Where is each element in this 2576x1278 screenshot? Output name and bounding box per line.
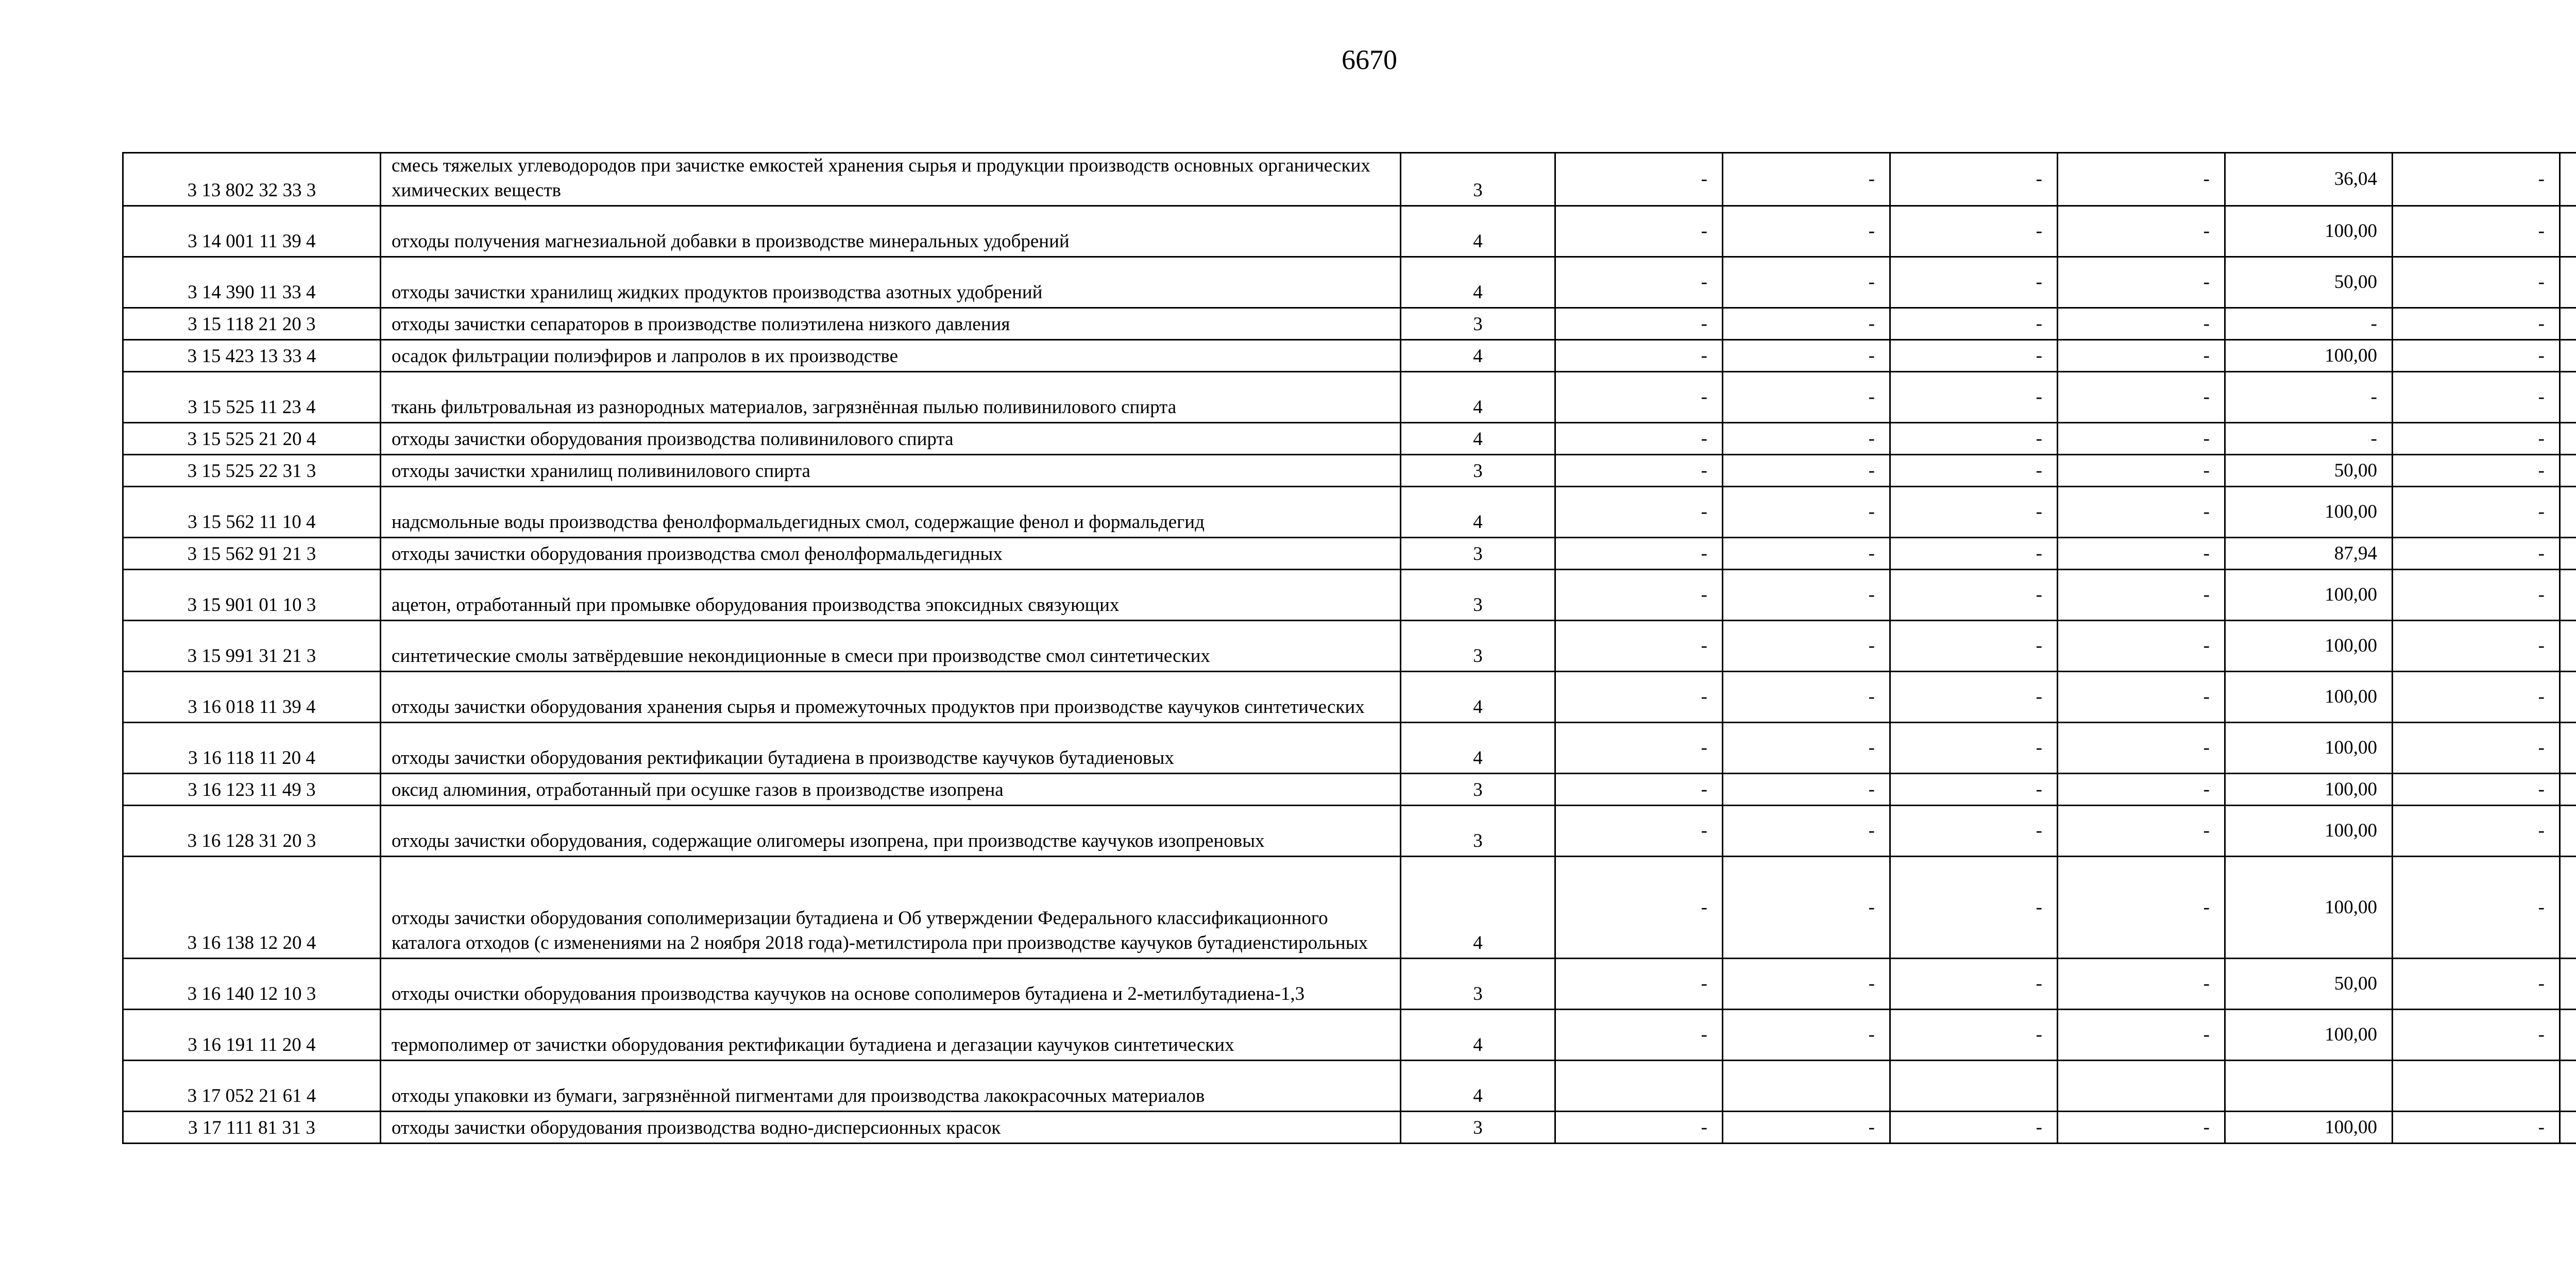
- waste-code-cell: 3 15 525 22 31 3: [123, 455, 381, 487]
- hazard-class-cell: 3: [1401, 959, 1555, 1010]
- value-cell: -: [1555, 153, 1723, 206]
- value-cell: -: [1890, 340, 2058, 372]
- waste-code-cell: 3 15 562 11 10 4: [123, 487, 381, 538]
- value-cell: 100,00: [2225, 806, 2393, 857]
- value-cell: -: [1723, 570, 1890, 621]
- value-cell: -: [2393, 206, 2560, 257]
- table-row: [123, 423, 2576, 455]
- value-cell: -: [1890, 372, 2058, 423]
- value-cell: -: [1890, 423, 2058, 455]
- waste-code-cell: 3 15 423 13 33 4: [123, 340, 381, 372]
- value-cell: -: [2058, 1010, 2225, 1061]
- waste-name-cell: осадок фильтрации полиэфиров и лапролов в их производстве: [381, 340, 1401, 372]
- value-cell: -: [2058, 1112, 2225, 1144]
- value-cell: -: [1723, 1112, 1890, 1144]
- waste-name-cell: отходы зачистки хранилищ жидких продуктов производства азотных удобрений: [381, 257, 1401, 308]
- table-row: [123, 857, 2576, 959]
- value-cell: -: [1890, 1112, 2058, 1144]
- table-row: [123, 723, 2576, 774]
- table-row: [123, 340, 2576, 372]
- value-cell: [2560, 857, 2576, 959]
- value-cell: -: [2393, 455, 2560, 487]
- waste-code-cell: 3 16 138 12 20 4: [123, 857, 381, 959]
- waste-name-cell: надсмольные воды производства фенолформальдегидных смол, содержащие фенол и формальдегид: [381, 487, 1401, 538]
- waste-name-cell: отходы получения магнезиальной добавки в производстве минеральных удобрений: [381, 206, 1401, 257]
- waste-code-cell: 3 15 525 11 23 4: [123, 372, 381, 423]
- value-cell: -: [1555, 423, 1723, 455]
- waste-name-cell: синтетические смолы затвёрдевшие некондиционные в смеси при производстве смол синтетических: [381, 621, 1401, 672]
- hazard-class-cell: 4: [1401, 257, 1555, 308]
- waste-code-cell: 3 16 118 11 20 4: [123, 723, 381, 774]
- value-cell: -: [1723, 308, 1890, 340]
- table-row: [123, 206, 2576, 257]
- waste-code-cell: 3 16 140 12 10 3: [123, 959, 381, 1010]
- value-cell: -: [2393, 487, 2560, 538]
- hazard-class-cell: 3: [1401, 538, 1555, 570]
- value-cell: [2560, 206, 2576, 257]
- waste-name-cell: отходы зачистки хранилищ поливинилового спирта: [381, 455, 1401, 487]
- waste-code-cell: 3 16 123 11 49 3: [123, 774, 381, 806]
- value-cell: -: [1890, 621, 2058, 672]
- value-cell: -: [1555, 621, 1723, 672]
- value-cell: -: [2393, 340, 2560, 372]
- value-cell: [2560, 1010, 2576, 1061]
- value-cell: -: [2393, 1112, 2560, 1144]
- value-cell: [2225, 1061, 2393, 1112]
- value-cell: 100,00: [2225, 206, 2393, 257]
- table-row: [123, 621, 2576, 672]
- hazard-class-cell: 4: [1401, 423, 1555, 455]
- value-cell: [2560, 621, 2576, 672]
- waste-code-cell: 3 15 118 21 20 3: [123, 308, 381, 340]
- value-cell: -: [1555, 308, 1723, 340]
- value-cell: 100,00: [2225, 774, 2393, 806]
- value-cell: -: [2393, 723, 2560, 774]
- value-cell: 100,00: [2225, 621, 2393, 672]
- hazard-class-cell: 4: [1401, 206, 1555, 257]
- waste-code-cell: 3 16 191 11 20 4: [123, 1010, 381, 1061]
- waste-code-cell: 3 15 525 21 20 4: [123, 423, 381, 455]
- value-cell: -: [1723, 206, 1890, 257]
- value-cell: -: [1723, 372, 1890, 423]
- hazard-class-cell: 4: [1401, 372, 1555, 423]
- waste-code-cell: 3 16 018 11 39 4: [123, 672, 381, 723]
- value-cell: -: [1890, 153, 2058, 206]
- value-cell: -: [1723, 857, 1890, 959]
- value-cell: 50,00: [2225, 257, 2393, 308]
- value-cell: -: [2058, 538, 2225, 570]
- value-cell: -: [1723, 455, 1890, 487]
- value-cell: -: [2058, 257, 2225, 308]
- value-cell: -: [1555, 1010, 1723, 1061]
- waste-name-cell: смесь тяжелых углеводородов при зачистке емкостей хранения сырья и продукции производств основных органических химических веществ: [381, 153, 1401, 206]
- waste-code-cell: 3 14 390 11 33 4: [123, 257, 381, 308]
- waste-name-cell: отходы зачистки оборудования производства водно-дисперсионных красок: [381, 1112, 1401, 1144]
- waste-code-cell: 3 17 052 21 61 4: [123, 1061, 381, 1112]
- value-cell: 100,00: [2225, 723, 2393, 774]
- hazard-class-cell: 4: [1401, 1010, 1555, 1061]
- waste-code-cell: 3 16 128 31 20 3: [123, 806, 381, 857]
- value-cell: -: [1890, 487, 2058, 538]
- value-cell: -: [1555, 723, 1723, 774]
- table-row: [123, 570, 2576, 621]
- table-row: [123, 455, 2576, 487]
- value-cell: -: [2058, 806, 2225, 857]
- value-cell: [1555, 1061, 1723, 1112]
- value-cell: -: [1723, 774, 1890, 806]
- value-cell: -: [1723, 1010, 1890, 1061]
- hazard-class-cell: 3: [1401, 570, 1555, 621]
- value-cell: -: [2058, 487, 2225, 538]
- value-cell: [2560, 1061, 2576, 1112]
- value-cell: -: [2058, 372, 2225, 423]
- value-cell: -: [2393, 1010, 2560, 1061]
- value-cell: -: [1555, 538, 1723, 570]
- value-cell: -: [2393, 153, 2560, 206]
- value-cell: -: [2225, 423, 2393, 455]
- value-cell: 36,04: [2225, 153, 2393, 206]
- value-cell: -: [1555, 672, 1723, 723]
- value-cell: [2393, 1061, 2560, 1112]
- value-cell: -: [1555, 1112, 1723, 1144]
- value-cell: [2560, 806, 2576, 857]
- value-cell: -: [2393, 806, 2560, 857]
- value-cell: -: [2058, 857, 2225, 959]
- value-cell: [2560, 570, 2576, 621]
- hazard-class-cell: 3: [1401, 455, 1555, 487]
- table-row: [123, 487, 2576, 538]
- waste-name-cell: отходы зачистки оборудования, содержащие олигомеры изопрена, при производстве каучуков изопреновых: [381, 806, 1401, 857]
- value-cell: [2560, 308, 2576, 340]
- value-cell: [1890, 1061, 2058, 1112]
- value-cell: -: [2058, 153, 2225, 206]
- value-cell: -: [1890, 570, 2058, 621]
- value-cell: -: [1890, 1010, 2058, 1061]
- hazard-class-cell: 4: [1401, 672, 1555, 723]
- table-row: [123, 1112, 2576, 1144]
- value-cell: [2560, 153, 2576, 206]
- value-cell: -: [2393, 308, 2560, 340]
- value-cell: -: [1723, 672, 1890, 723]
- value-cell: -: [1555, 455, 1723, 487]
- value-cell: -: [2393, 621, 2560, 672]
- value-cell: [2058, 1061, 2225, 1112]
- value-cell: -: [2058, 423, 2225, 455]
- value-cell: 100,00: [2225, 570, 2393, 621]
- value-cell: -: [2058, 308, 2225, 340]
- value-cell: -: [2058, 570, 2225, 621]
- hazard-class-cell: 3: [1401, 621, 1555, 672]
- waste-table: [122, 152, 2576, 1144]
- value-cell: -: [2393, 774, 2560, 806]
- value-cell: 50,00: [2225, 455, 2393, 487]
- value-cell: -: [1723, 538, 1890, 570]
- value-cell: [2560, 538, 2576, 570]
- hazard-class-cell: 4: [1401, 487, 1555, 538]
- value-cell: -: [1890, 257, 2058, 308]
- value-cell: -: [2393, 570, 2560, 621]
- value-cell: -: [2058, 723, 2225, 774]
- value-cell: [2560, 487, 2576, 538]
- value-cell: -: [1555, 570, 1723, 621]
- table-row: [123, 774, 2576, 806]
- table-row: [123, 372, 2576, 423]
- value-cell: -: [1555, 340, 1723, 372]
- value-cell: [1723, 1061, 1890, 1112]
- hazard-class-cell: 3: [1401, 153, 1555, 206]
- value-cell: -: [1723, 487, 1890, 538]
- value-cell: -: [1890, 723, 2058, 774]
- value-cell: -: [1723, 423, 1890, 455]
- value-cell: -: [2058, 621, 2225, 672]
- hazard-class-cell: 4: [1401, 1061, 1555, 1112]
- value-cell: [2560, 423, 2576, 455]
- value-cell: -: [2225, 308, 2393, 340]
- value-cell: 100,00: [2225, 340, 2393, 372]
- table-row: [123, 308, 2576, 340]
- waste-code-cell: 3 14 001 11 39 4: [123, 206, 381, 257]
- value-cell: [2560, 372, 2576, 423]
- table-row: [123, 672, 2576, 723]
- value-cell: -: [1555, 206, 1723, 257]
- value-cell: [2560, 455, 2576, 487]
- value-cell: 100,00: [2225, 1112, 2393, 1144]
- value-cell: -: [2058, 672, 2225, 723]
- value-cell: [2560, 959, 2576, 1010]
- value-cell: -: [1723, 806, 1890, 857]
- table-row: [123, 1010, 2576, 1061]
- value-cell: -: [2225, 372, 2393, 423]
- page-number: 6670: [1342, 44, 1397, 75]
- value-cell: -: [2393, 257, 2560, 308]
- waste-code-cell: 3 13 802 32 33 3: [123, 153, 381, 206]
- value-cell: -: [1890, 538, 2058, 570]
- value-cell: -: [2058, 774, 2225, 806]
- waste-code-cell: 3 15 562 91 21 3: [123, 538, 381, 570]
- value-cell: -: [1890, 959, 2058, 1010]
- value-cell: 50,00: [2225, 959, 2393, 1010]
- waste-name-cell: ацетон, отработанный при промывке оборудования производства эпоксидных связующих: [381, 570, 1401, 621]
- hazard-class-cell: 3: [1401, 308, 1555, 340]
- value-cell: -: [2058, 959, 2225, 1010]
- value-cell: 100,00: [2225, 1010, 2393, 1061]
- waste-name-cell: отходы зачистки оборудования производства поливинилового спирта: [381, 423, 1401, 455]
- value-cell: -: [1555, 774, 1723, 806]
- table-row: [123, 1061, 2576, 1112]
- hazard-class-cell: 4: [1401, 723, 1555, 774]
- waste-name-cell: отходы очистки оборудования производства каучуков на основе сополимеров бутадиена и 2-метилбутадиена-1,3: [381, 959, 1401, 1010]
- value-cell: 100,00: [2225, 487, 2393, 538]
- hazard-class-cell: 3: [1401, 1112, 1555, 1144]
- table-row: [123, 257, 2576, 308]
- value-cell: -: [1555, 372, 1723, 423]
- value-cell: -: [1723, 153, 1890, 206]
- value-cell: -: [2393, 672, 2560, 723]
- value-cell: -: [1555, 487, 1723, 538]
- value-cell: -: [1890, 774, 2058, 806]
- hazard-class-cell: 4: [1401, 857, 1555, 959]
- table-row: [123, 959, 2576, 1010]
- value-cell: -: [1723, 340, 1890, 372]
- value-cell: [2560, 774, 2576, 806]
- value-cell: -: [1723, 621, 1890, 672]
- value-cell: -: [2058, 206, 2225, 257]
- value-cell: -: [1555, 257, 1723, 308]
- table-row: [123, 538, 2576, 570]
- value-cell: -: [2058, 340, 2225, 372]
- value-cell: -: [2393, 372, 2560, 423]
- table-row: [123, 806, 2576, 857]
- hazard-class-cell: 3: [1401, 806, 1555, 857]
- value-cell: -: [1555, 806, 1723, 857]
- value-cell: -: [2393, 423, 2560, 455]
- value-cell: -: [1890, 206, 2058, 257]
- hazard-class-cell: 4: [1401, 340, 1555, 372]
- value-cell: 100,00: [2225, 857, 2393, 959]
- value-cell: -: [2393, 959, 2560, 1010]
- value-cell: [2560, 672, 2576, 723]
- waste-code-cell: 3 15 901 01 10 3: [123, 570, 381, 621]
- value-cell: -: [2058, 455, 2225, 487]
- waste-code-cell: 3 17 111 81 31 3: [123, 1112, 381, 1144]
- value-cell: -: [1890, 806, 2058, 857]
- waste-name-cell: отходы зачистки оборудования ректификации бутадиена в производстве каучуков бутадиеновых: [381, 723, 1401, 774]
- value-cell: [2560, 1112, 2576, 1144]
- waste-name-cell: отходы зачистки оборудования производства смол фенолформальдегидных: [381, 538, 1401, 570]
- value-cell: -: [1723, 257, 1890, 308]
- value-cell: -: [1890, 672, 2058, 723]
- value-cell: -: [1890, 308, 2058, 340]
- waste-name-cell: отходы зачистки оборудования хранения сырья и промежуточных продуктов при производстве каучуков синтетических: [381, 672, 1401, 723]
- value-cell: -: [1890, 857, 2058, 959]
- table-body: [123, 153, 2576, 1144]
- value-cell: [2560, 340, 2576, 372]
- value-cell: -: [1555, 959, 1723, 1010]
- value-cell: [2560, 723, 2576, 774]
- waste-name-cell: отходы зачистки сепараторов в производстве полиэтилена низкого давления: [381, 308, 1401, 340]
- waste-name-cell: отходы зачистки оборудования сополимеризации бутадиена и Об утверждении Федерального классификационного каталога отходов (с изменениями на 2 ноября 2018 года)-метилстирола при производстве каучуков бутадиенстирольных: [381, 857, 1401, 959]
- value-cell: -: [2393, 538, 2560, 570]
- value-cell: -: [1555, 857, 1723, 959]
- waste-name-cell: оксид алюминия, отработанный при осушке газов в производстве изопрена: [381, 774, 1401, 806]
- value-cell: 87,94: [2225, 538, 2393, 570]
- value-cell: -: [1723, 723, 1890, 774]
- waste-name-cell: отходы упаковки из бумаги, загрязнённой пигментами для производства лакокрасочных материалов: [381, 1061, 1401, 1112]
- value-cell: -: [1723, 959, 1890, 1010]
- value-cell: [2560, 257, 2576, 308]
- table-row: [123, 153, 2576, 206]
- value-cell: 100,00: [2225, 672, 2393, 723]
- waste-name-cell: термополимер от зачистки оборудования ректификации бутадиена и дегазации каучуков синтетических: [381, 1010, 1401, 1061]
- waste-name-cell: ткань фильтровальная из разнородных материалов, загрязнённая пылью поливинилового спирта: [381, 372, 1401, 423]
- waste-code-cell: 3 15 991 31 21 3: [123, 621, 381, 672]
- hazard-class-cell: 3: [1401, 774, 1555, 806]
- value-cell: -: [1890, 455, 2058, 487]
- value-cell: -: [2393, 857, 2560, 959]
